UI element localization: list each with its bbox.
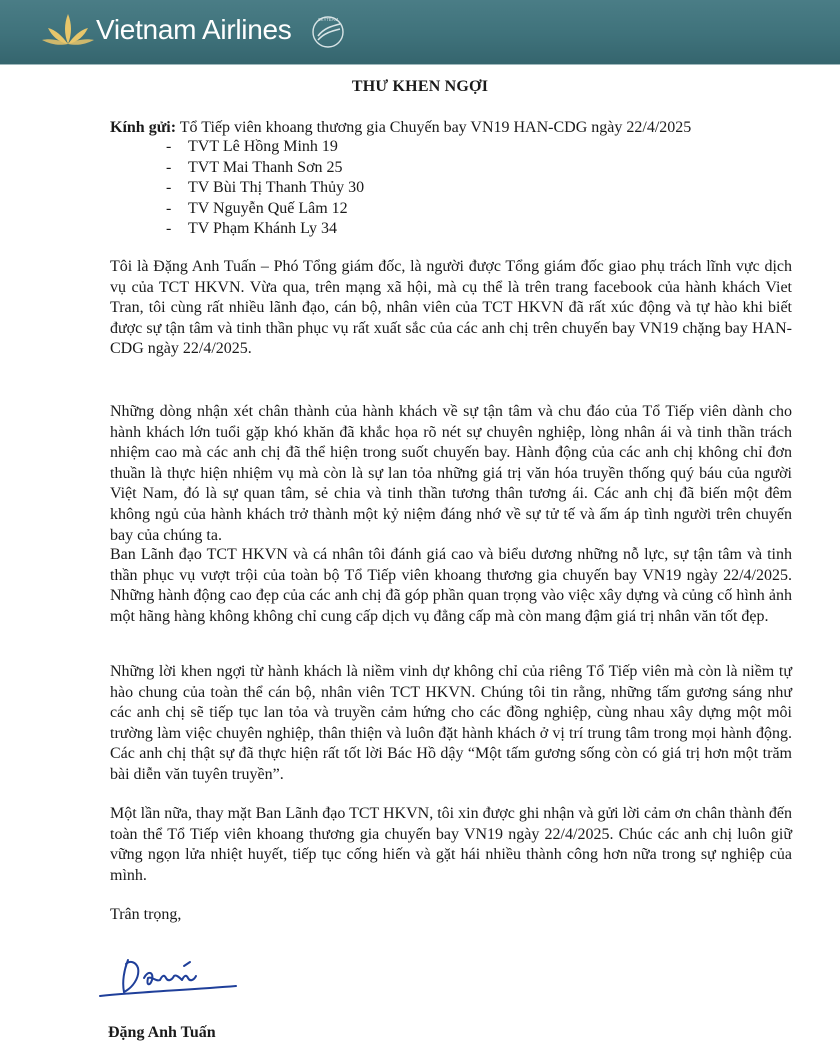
letterhead-banner — [0, 0, 840, 65]
crew-member: - TVT Lê Hồng Minh 19 — [166, 137, 364, 158]
signer-name: Đặng Anh Tuấn — [108, 1024, 216, 1041]
handwritten-signature — [98, 952, 238, 1004]
lotus-logo-icon — [40, 8, 96, 52]
crew-member: - TV Bùi Thị Thanh Thủy 30 — [166, 178, 364, 199]
crew-member: - TV Nguyễn Quế Lâm 12 — [166, 199, 364, 220]
alliance-label: SKYTEAM — [317, 17, 339, 22]
closing-salutation: Trân trọng, — [110, 906, 182, 923]
body-paragraph: Những dòng nhận xét chân thành của hành khách về sự tận tâm và chu đáo của Tổ Tiếp viên dành cho hành khách lớn tuổi gặp khó khăn đã khắc họa rõ nét sự chuyên nghiệp, lòng nhân ái và tinh thần trách nhiệm cao mà các anh chị đã thể hiện trong suốt chuyến bay. Hành động của các anh chị không chỉ đơn thuần là thực hiện nhiệm vụ mà còn là sự lan tỏa những giá trị văn hóa truyền thống quý báu của người Việt Nam, đó là sự quan tâm, sẻ chia và tinh thần tương thân tương ái. Các anh chị đã biến một đêm không ngủ của hành khách trở thành một kỷ niệm đáng nhớ về sự tử tế và ấm áp tình người trên chuyến bay của chúng ta. — [110, 403, 792, 544]
letter-title: THƯ KHEN NGỢI — [351, 78, 489, 95]
skyteam-alliance-icon — [310, 14, 346, 50]
recipient-label: Kính gửi: — [110, 119, 177, 136]
crew-member: - TV Phạm Khánh Ly 34 — [166, 219, 364, 240]
recipient-name: Tổ Tiếp viên khoang thương gia Chuyến bay VN19 HAN-CDG ngày 22/4/2025 — [179, 119, 692, 136]
body-paragraph: Ban Lãnh đạo TCT HKVN và cá nhân tôi đánh giá cao và biểu dương những nỗ lực, sự tận tâm và tinh thần phục vụ vượt trội của toàn bộ Tổ Tiếp viên khoang thương gia chuyến bay VN19 ngày 22/4/2025. Những hành động cao đẹp của các anh chị đã góp phần quan trọng vào việc xây dựng và củng cố hình ảnh một hãng hàng không không chỉ cung cấp dịch vụ đẳng cấp mà còn mang đậm giá trị nhân văn tốt đẹp. — [110, 546, 792, 625]
brand-name: Vietnam Airlines — [96, 14, 292, 45]
crew-member-list — [166, 137, 364, 240]
recipient-line — [110, 118, 691, 139]
body-paragraph: Một lần nữa, thay mặt Ban Lãnh đạo TCT HKVN, tôi xin được ghi nhận và gửi lời cảm ơn chân thành đến toàn thể Tổ Tiếp viên khoang thương gia chuyến bay VN19 ngày 22/4/2025. Chúc các anh chị luôn giữ vững ngọn lửa nhiệt huyết, tiếp tục cống hiến và gặt hái nhiều thành công hơn nữa trong sự nghiệp của mình. — [110, 805, 792, 884]
body-paragraph: Tôi là Đặng Anh Tuấn – Phó Tổng giám đốc, là người được Tổng giám đốc giao phụ trách lĩnh vực dịch vụ của TCT HKVN. Vừa qua, trên mạng xã hội, mà cụ thể là trên trang facebook của hành khách Viet Tran, tôi cùng rất nhiều lãnh đạo, cán bộ, nhân viên của TCT HKVN đã rất xúc động và tự hào khi biết được sự tận tâm và tinh thần phục vụ rất xuất sắc của các anh chị trên chuyến bay VN19 chặng bay HAN-CDG ngày 22/4/2025. — [110, 258, 792, 358]
body-paragraph: Những lời khen ngợi từ hành khách là niềm vinh dự không chỉ của riêng Tổ Tiếp viên mà còn là niềm tự hào chung của toàn thể cán bộ, nhân viên TCT HKVN. Chúng tôi tin rằng, những tấm gương sáng như các anh chị sẽ tiếp tục lan tỏa và truyền cảm hứng cho các đồng nghiệp, cùng nhau xây dựng một môi trường làm việc chuyên nghiệp, thân thiện và luôn đặt hành khách ở vị trí trung tâm trong mọi hành động. Các anh chị thật sự đã thực hiện rất tốt lời Bác Hồ dậy “Một tấm gương sống còn có giá trị hơn một trăm bài diễn văn tuyên truyền”. — [110, 663, 792, 783]
crew-member: - TVT Mai Thanh Sơn 25 — [166, 158, 364, 179]
